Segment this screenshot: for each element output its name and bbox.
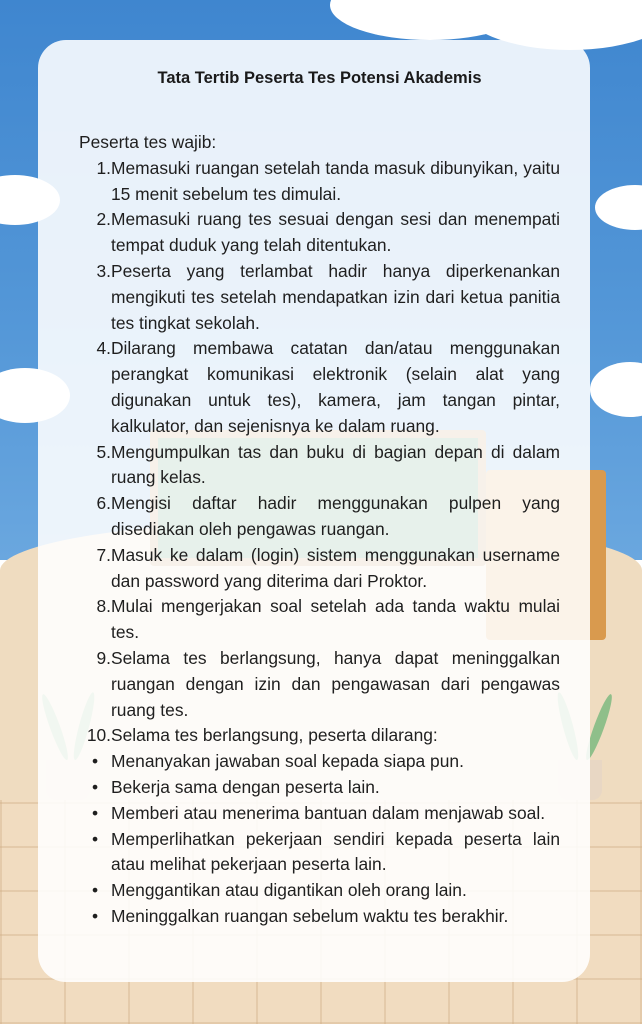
intro-text: Peserta tes wajib:	[79, 132, 217, 152]
rules-list	[79, 156, 560, 749]
prohibited-text: Menanyakan jawaban soal kepada siapa pun.	[111, 751, 464, 772]
rule-text: Mulai mengerjakan soal setelah ada tanda waktu mulai tes.	[111, 596, 560, 643]
rule-item	[79, 723, 560, 749]
prohibited-item	[79, 801, 560, 827]
rule-number: 10.	[86, 725, 111, 746]
prohibited-text: Bekerja sama dengan peserta lain.	[111, 776, 380, 797]
prohibited-text: Memberi atau menerima bantuan dalam menjawab soal.	[111, 802, 546, 823]
prohibited-item	[79, 749, 560, 775]
rule-text: Memasuki ruang tes sesuai dengan sesi dan menempati tempat duduk yang telah ditentukan.	[111, 209, 560, 256]
rule-item	[79, 594, 560, 646]
rule-item	[79, 491, 560, 543]
rule-number: 3.	[96, 260, 111, 281]
rule-text: Memasuki ruangan setelah tanda masuk dibunyikan, yaitu 15 menit sebelum tes dimulai.	[111, 157, 560, 204]
rule-number: 2.	[96, 209, 111, 230]
document-title: Tata Tertib Peserta Tes Potensi Akademis	[157, 69, 482, 87]
prohibited-text: Memperlihatkan pekerjaan sendiri kepada peserta lain atau melihat pekerjaan peserta lain.	[111, 828, 560, 875]
rule-text: Peserta yang terlambat hadir hanya diperkenankan mengikuti tes setelah mendapatkan izin dari ketua panitia tes tingkat sekolah.	[111, 260, 560, 333]
rule-number: 4.	[96, 338, 111, 359]
rule-text: Selama tes berlangsung, peserta dilarang:	[111, 725, 438, 746]
prohibited-item	[79, 775, 560, 801]
bullet-icon: •	[91, 905, 99, 926]
prohibited-item	[79, 878, 560, 904]
rule-number: 9.	[96, 647, 111, 668]
prohibited-item	[79, 904, 560, 930]
prohibited-list	[79, 749, 560, 930]
rule-number: 8.	[96, 596, 111, 617]
rule-item	[79, 543, 560, 595]
rule-text: Mengisi daftar hadir menggunakan pulpen yang disediakan oleh pengawas ruangan.	[111, 493, 560, 539]
bullet-icon: •	[91, 751, 99, 772]
rule-item	[79, 336, 560, 439]
rule-text: Dilarang membawa catatan dan/atau menggunakan perangkat komunikasi elektronik (selain alat yang digunakan untuk tes), kamera, jam tangan pintar, kalkulator, dan sejenisnya ke dalam ruang.	[111, 338, 560, 436]
prohibited-text: Meninggalkan ruangan sebelum waktu tes berakhir.	[111, 905, 509, 926]
rule-number: 7.	[96, 544, 111, 565]
rule-number: 5.	[96, 441, 111, 462]
bullet-icon: •	[91, 802, 99, 823]
rule-item	[79, 646, 560, 723]
rule-item	[79, 440, 560, 492]
rule-number: 6.	[96, 493, 111, 514]
rule-text: Masuk ke dalam (login) sistem menggunakan username dan password yang diterima dari Proktor.	[111, 544, 560, 591]
rule-item	[79, 207, 560, 259]
prohibited-text: Menggantikan atau digantikan oleh orang lain.	[111, 880, 467, 901]
rules-card	[38, 40, 590, 982]
bullet-icon: •	[91, 776, 99, 797]
bullet-icon: •	[91, 828, 99, 849]
rule-number: 1.	[96, 157, 111, 178]
prohibited-item	[79, 827, 560, 879]
bullet-icon: •	[91, 880, 99, 901]
rule-text: Selama tes berlangsung, hanya dapat meninggalkan ruangan dengan izin dan pengawasan dari pengawas ruang tes.	[111, 647, 560, 720]
rule-item	[79, 156, 560, 208]
rule-text: Mengumpulkan tas dan buku di bagian depan di dalam ruang kelas.	[111, 441, 560, 488]
rule-item	[79, 259, 560, 336]
